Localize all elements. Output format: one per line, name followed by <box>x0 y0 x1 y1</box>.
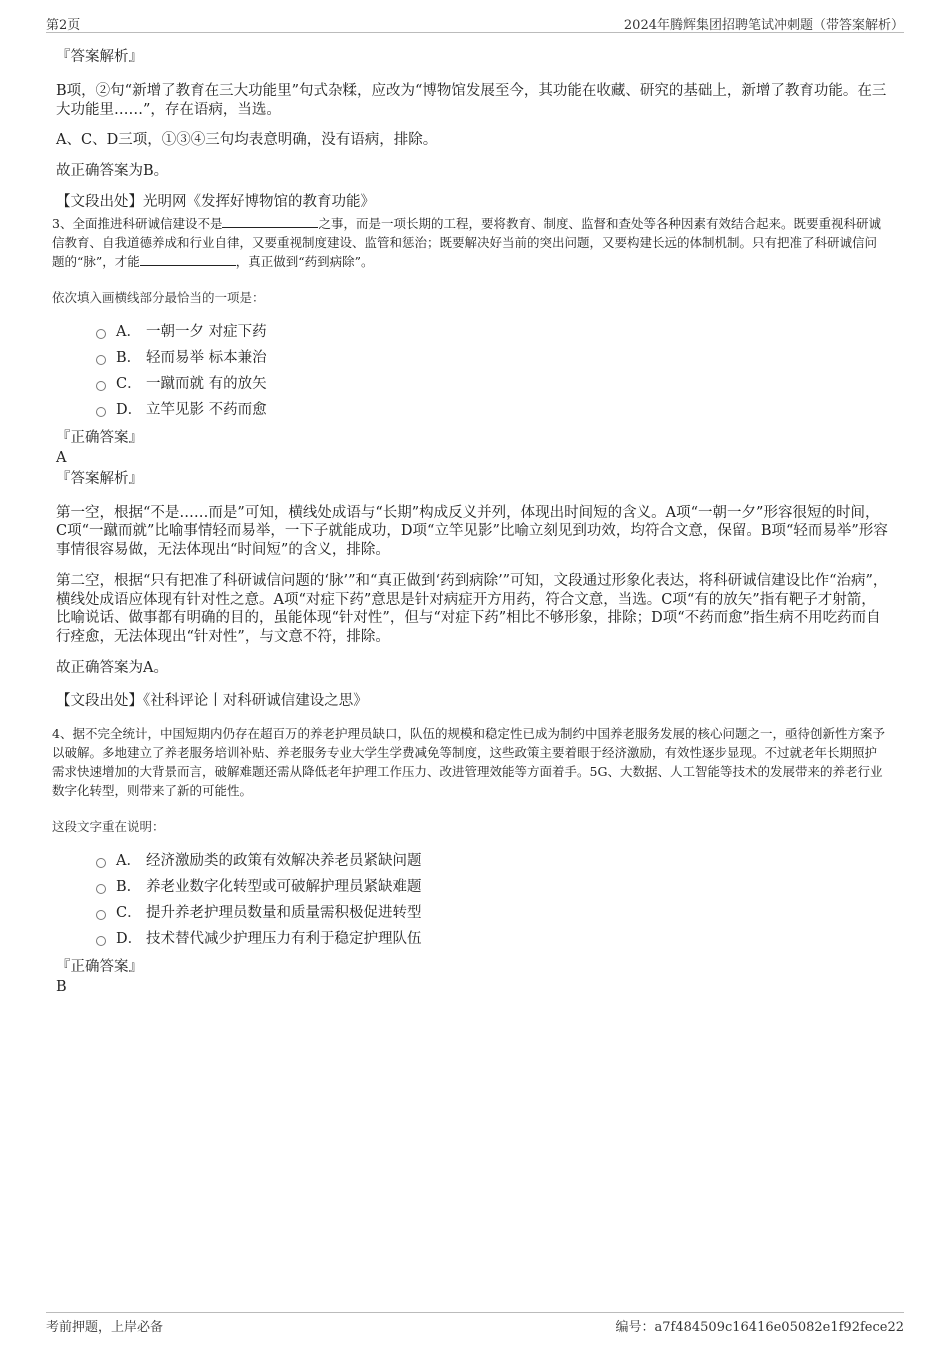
radio-icon[interactable] <box>96 910 106 920</box>
q4-correct-answer: B <box>56 979 67 995</box>
q3-correct-label: 『正确答案』 <box>56 429 143 446</box>
radio-icon[interactable] <box>96 381 106 391</box>
q2-analysis-label: 『答案解析』 <box>56 49 143 65</box>
q3-prompt: 依次填入画横线部分最恰当的一项是： <box>52 289 265 305</box>
q3-blank-2 <box>140 253 236 266</box>
q3-stem-part1: 3、全面推进科研诚信建设不是 <box>52 215 223 231</box>
q3-analysis-p2: 第二空，根据“只有把准了科研诚信问题的‘脉’”和“真正做到‘药到病除’”可知，文段通过形象化表达，将科研诚信建设比作“治病”，横线处成语应体现有针对性之意。A项“对症下药”意思是针对病症开方用药，符合文意，当选。C项“有的放矢”指有靶子才射箭，比喻说话、做事都有明确的目的，虽能体现“针对性”，但与“对症下药”相比不够形象，排除；D项“不药而愈”指生病不用吃药而自行痊愈，无法体现出“针对性”，与文意不符，排除。 <box>56 573 888 645</box>
radio-icon[interactable] <box>96 407 106 417</box>
radio-icon[interactable] <box>96 936 106 946</box>
q4-option-a[interactable]: A． 经济激励类的政策有效解决养老员紧缺问题 <box>96 848 888 874</box>
radio-icon[interactable] <box>96 355 106 365</box>
q3-analysis-p3: 故正确答案为A。 <box>56 660 168 676</box>
q2-source: 【文段出处】光明网《发挥好博物馆的教育功能》 <box>56 194 375 210</box>
document-id: 编号：a7f484509c16416e05082e1f92fece22 <box>615 1320 904 1335</box>
q3-stem-part2: 之事，而是一项长期的工程，要将教育、制度、监督和查处等各种因素有效结合起来。既要重视科研诚信教育、自我道德养成和行业自律，又要重视制度建设、监管和惩治；既要解决好当前的突出问题，又要构建长远的体制机制。只有把准了科研诚信问题的“脉”，才能 <box>52 215 881 269</box>
q3-option-b[interactable]: B． 轻而易举 标本兼治 <box>96 345 888 371</box>
q4-options <box>96 848 888 952</box>
q2-analysis-p1: B项，②句“新增了教育在三大功能里”句式杂糅，应改为“博物馆发展至今，其功能在收藏、研究的基础上，新增了教育功能。在三大功能里……”，存在语病，当选。 <box>56 83 887 118</box>
q4-prompt: 这段文字重在说明： <box>52 819 165 834</box>
q4-option-d[interactable]: D． 技术替代减少护理压力有利于稳定护理队伍 <box>96 926 888 952</box>
q3-option-a[interactable]: A． 一朝一夕 对症下药 <box>96 319 888 345</box>
page-header <box>46 14 904 33</box>
q3-stem-part3: ，真正做到“药到病除”。 <box>235 253 374 269</box>
q2-analysis-p2: A、C、D三项，①③④三句均表意明确，没有语病，排除。 <box>56 132 438 148</box>
q2-analysis-p3: 故正确答案为B。 <box>56 162 169 179</box>
q4-option-c[interactable]: C． 提升养老护理员数量和质量需积极促进转型 <box>96 900 888 926</box>
q4-correct-label: 『正确答案』 <box>56 959 143 975</box>
q4-option-b[interactable]: B． 养老业数字化转型或可破解护理员紧缺难题 <box>96 874 888 900</box>
q4-stem: 4、据不完全统计，中国短期内仍存在超百万的养老护理员缺口，队伍的规模和稳定性已成为制约中国养老服务发展的核心问题之一，亟待创新性方案予以破解。多地建立了养老服务培训补贴、养老服务专业大学生学费减免等制度，这些政策主要着眼于经济激励，有效性逐步显现。不过就老年长期照护需求快速增加的大背景而言，破解难题还需从降低老年护理工作压力、改进管理效能等方面着手。5G、大数据、人工智能等技术的发展带来的养老行业数字化转型，则带来了新的可能性。 <box>52 726 885 798</box>
radio-icon[interactable] <box>96 329 106 339</box>
page-number: 第2页 <box>46 18 81 33</box>
q3-options <box>96 319 888 423</box>
page-footer <box>46 1312 904 1335</box>
document-title: 2024年腾辉集团招聘笔试冲刺题（带答案解析） <box>623 18 904 33</box>
page-content <box>52 42 888 996</box>
q3-analysis-label: 『答案解析』 <box>56 470 143 487</box>
q3-blank-1 <box>222 215 318 228</box>
q3-correct-answer: A <box>56 449 67 466</box>
q3-analysis-p1: 第一空，根据“不是……而是”可知，横线处成语与“长期”构成反义并列，体现出时间短的含义。A项“一朝一夕”形容很短的时间，C项“一蹴而就”比喻事情轻而易举，一下子就能成功，D项“立竿见影”比喻立刻见到功效，均符合文意，保留。B项“轻而易举”形容事情很容易做，无法体现出“时间短”的含义，排除。 <box>56 504 888 558</box>
q3-source: 【文段出处】《社科评论丨对科研诚信建设之思》 <box>56 692 368 709</box>
q3-stem <box>52 214 888 271</box>
footer-slogan: 考前押题，上岸必备 <box>46 1320 164 1335</box>
q3-option-d[interactable]: D． 立竿见影 不药而愈 <box>96 397 888 423</box>
radio-icon[interactable] <box>96 884 106 894</box>
radio-icon[interactable] <box>96 858 106 868</box>
q3-option-c[interactable]: C． 一蹴而就 有的放矢 <box>96 371 888 397</box>
